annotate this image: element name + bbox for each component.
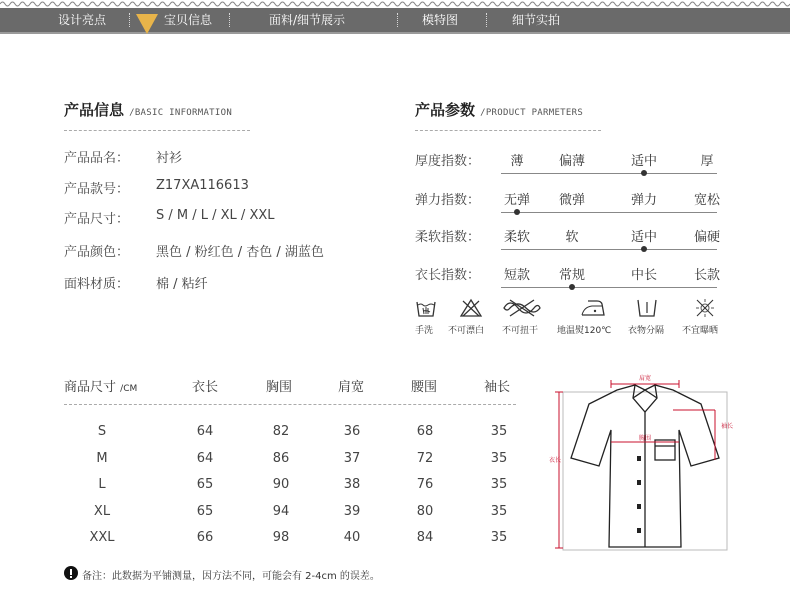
param-option: 中长 — [630, 268, 657, 283]
size-col-header: 胸围 — [266, 380, 293, 395]
size-col-header: 肩宽 — [338, 380, 365, 395]
measurement-cell: 38 — [343, 477, 361, 492]
size-col-header: 腰围 — [411, 380, 438, 395]
size-cell: S — [97, 424, 107, 439]
size-table-title-cell — [64, 376, 137, 395]
active-tab-arrow-icon — [136, 14, 158, 34]
measurement-cell: 65 — [196, 503, 214, 519]
warning-icon — [64, 566, 78, 580]
param-scale-line — [501, 173, 717, 174]
param-option: 常规 — [558, 268, 585, 283]
length-label: 衣长 — [549, 458, 562, 464]
param-option: 短款 — [503, 268, 530, 283]
low-iron-icon — [580, 299, 606, 317]
separate-wash-icon — [636, 298, 658, 318]
shoulder-label: 肩宽 — [638, 376, 652, 382]
info-label: 面料材质： — [64, 277, 130, 292]
info-label: 产品品名： — [64, 151, 130, 166]
param-option: 适中 — [630, 154, 657, 169]
sleeve-label: 袖长 — [721, 424, 734, 430]
param-label: 衣长指数： — [415, 268, 481, 283]
measurement-cell: 65 — [196, 477, 214, 492]
measurement-cell: 35 — [490, 477, 508, 492]
size-col-header: 衣长 — [192, 380, 219, 395]
measurement-cell: 72 — [416, 450, 434, 466]
param-option: 柔软 — [503, 230, 530, 245]
param-selected-marker — [641, 246, 647, 252]
measurement-cell: 35 — [490, 503, 508, 519]
param-selected-marker — [514, 209, 520, 215]
care-label: 不宜曝晒 — [682, 326, 719, 336]
param-option: 长款 — [693, 268, 720, 283]
info-value-colors: 黑色 / 粉红色 / 杏色 / 湖蓝色 — [156, 245, 324, 260]
param-option: 偏薄 — [558, 154, 585, 169]
care-label: 不可扭干 — [502, 326, 539, 336]
measurement-cell: 35 — [490, 424, 508, 439]
measurement-cell: 35 — [490, 530, 508, 545]
shirt-buttons — [637, 456, 641, 533]
size-table-title: 商品尺寸 — [64, 380, 117, 395]
param-option: 微弹 — [558, 193, 585, 208]
care-label: 手洗 — [415, 326, 434, 336]
measurement-cell: 66 — [196, 530, 214, 545]
param-scale-line — [501, 249, 717, 250]
product-params-heading — [415, 99, 583, 120]
param-label: 柔软指数： — [415, 230, 481, 245]
measurement-cell: 94 — [272, 503, 290, 519]
param-option: 弹力 — [630, 193, 657, 208]
param-option: 偏硬 — [693, 230, 720, 245]
product-info-divider — [64, 130, 250, 131]
measurement-cell: 68 — [416, 424, 434, 439]
param-option: 无弹 — [503, 193, 530, 208]
param-label: 弹力指数： — [415, 193, 481, 208]
info-value-name: 衬衫 — [156, 151, 183, 166]
nav-item-fabric-details[interactable]: 面料/细节展示 — [269, 13, 346, 27]
info-label: 产品尺寸： — [64, 212, 130, 227]
size-table-divider — [64, 404, 516, 405]
param-option: 软 — [565, 230, 579, 245]
param-label: 厚度指数： — [415, 154, 481, 169]
measurement-cell: 36 — [343, 424, 361, 439]
no-wring-icon — [502, 298, 542, 318]
param-option: 厚 — [700, 154, 714, 169]
product-info-title: 产品信息 — [64, 101, 125, 119]
info-label: 产品款号： — [64, 182, 130, 197]
size-cell: M — [96, 450, 108, 466]
hand-wash-icon — [415, 298, 437, 318]
nav-item-design-highlights[interactable]: 设计亮点 — [58, 13, 107, 27]
measurement-note: 备注：此数据为平铺测量，因方法不同，可能会有 2-4cm 的误差。 — [82, 571, 380, 582]
info-value-sizes: S / M / L / XL / XXL — [156, 208, 275, 223]
product-info-heading — [64, 99, 232, 120]
care-label: 衣物分隔 — [628, 326, 665, 336]
nav-separator — [129, 13, 130, 27]
product-params-divider — [415, 130, 601, 131]
care-label: 地温熨120℃ — [557, 326, 612, 336]
param-option: 薄 — [510, 154, 524, 169]
measurement-cell: 64 — [196, 424, 214, 439]
param-scale-line — [501, 212, 717, 213]
measurement-cell: 64 — [196, 450, 214, 466]
shirt-measurement-diagram — [549, 370, 735, 555]
measurement-cell: 90 — [272, 477, 290, 492]
measurement-cell: 40 — [343, 530, 361, 545]
nav-separator — [486, 13, 487, 27]
info-value-material: 棉 / 粘纤 — [156, 277, 208, 292]
measurement-cell: 76 — [416, 477, 434, 492]
product-info-title-en: /BASIC INFORMATION — [129, 108, 233, 118]
nav-separator — [229, 13, 230, 27]
nav-decoration — [0, 0, 790, 8]
param-selected-marker — [569, 284, 575, 290]
size-cell: XXL — [89, 530, 115, 545]
measurement-cell: 98 — [272, 530, 290, 545]
measurement-cell: 35 — [490, 450, 508, 466]
measurement-cell: 86 — [272, 450, 290, 466]
shirt-outline — [571, 385, 719, 547]
product-params-title: 产品参数 — [415, 101, 476, 119]
no-sun-icon — [694, 298, 716, 318]
param-selected-marker — [641, 170, 647, 176]
nav-item-detail-photos[interactable]: 细节实拍 — [512, 13, 561, 27]
product-params-title-en: /PRODUCT PARMETERS — [480, 108, 584, 118]
size-col-header: 袖长 — [484, 380, 511, 395]
size-cell: XL — [93, 503, 111, 519]
no-bleach-icon — [460, 299, 482, 317]
info-value-style-no: Z17XA116613 — [156, 178, 249, 193]
measurement-cell: 82 — [272, 424, 290, 439]
measurement-cell: 84 — [416, 530, 434, 545]
measurement-cell: 37 — [343, 450, 361, 466]
nav-underline — [0, 32, 790, 34]
size-table-unit: /CM — [120, 384, 138, 394]
care-label: 不可漂白 — [448, 326, 485, 336]
measurement-cell: 39 — [343, 503, 361, 519]
nav-bar — [0, 8, 790, 32]
nav-item-model-photos[interactable]: 模特图 — [422, 13, 459, 27]
info-label: 产品颜色： — [64, 245, 130, 260]
chest-label: 胸围 — [638, 436, 652, 442]
param-option: 适中 — [630, 230, 657, 245]
nav-separator — [397, 13, 398, 27]
param-scale-line — [501, 287, 717, 288]
param-option: 宽松 — [693, 193, 720, 208]
nav-item-product-info[interactable]: 宝贝信息 — [164, 13, 213, 27]
measurement-cell: 80 — [416, 503, 434, 519]
size-cell: L — [98, 477, 106, 492]
